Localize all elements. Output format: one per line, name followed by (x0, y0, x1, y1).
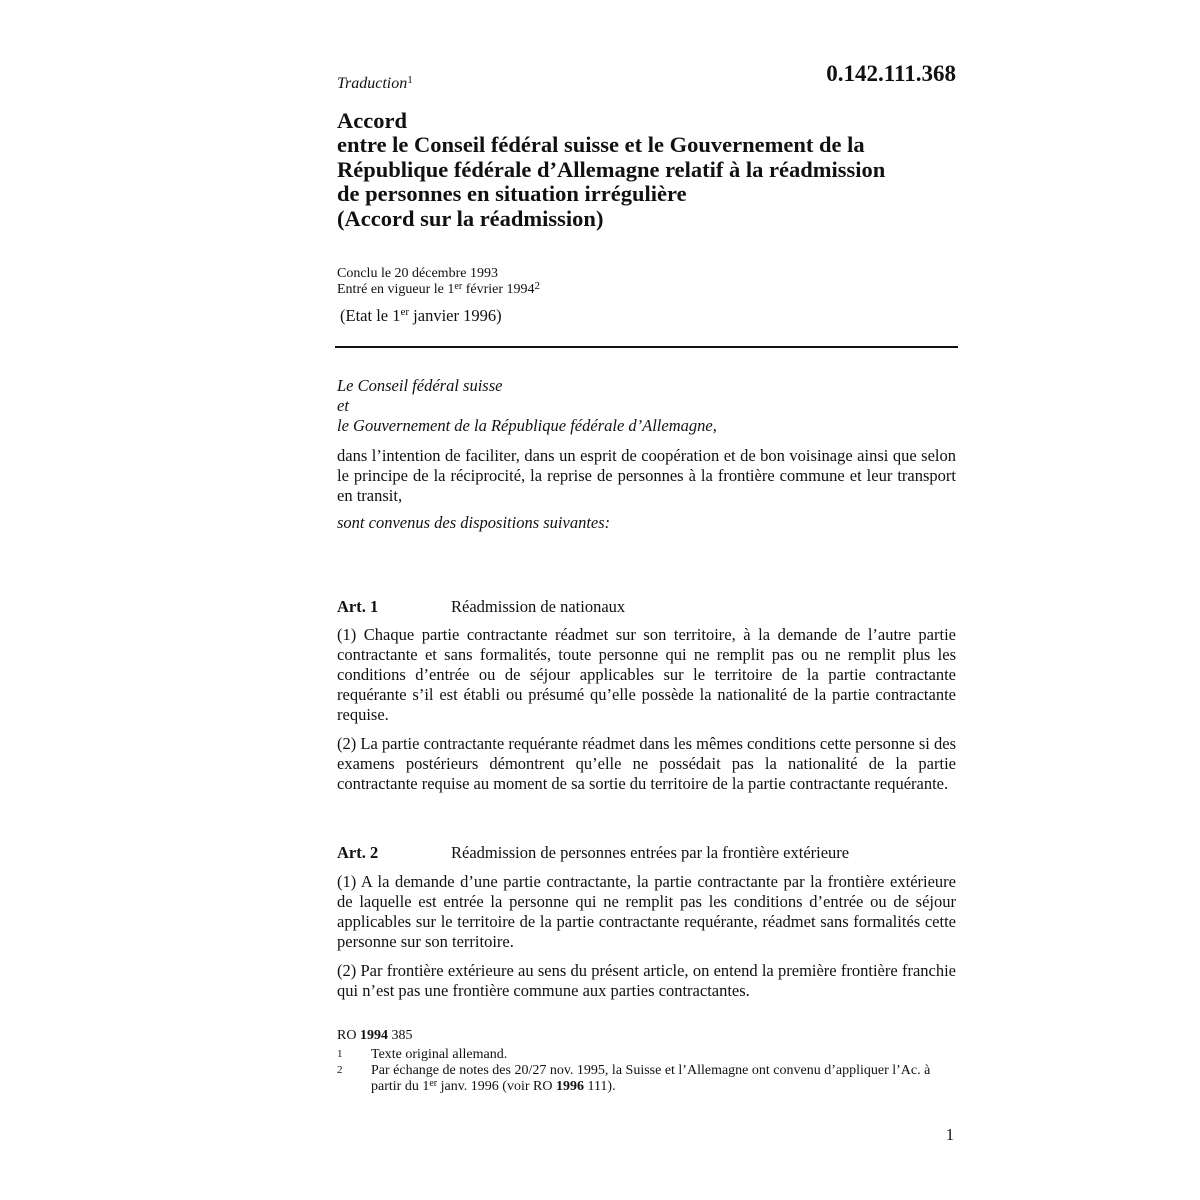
article-2-paragraph-1: (1) A la demande d’une partie contractante, la partie contractante par la frontière extérieure de laquelle est entrée la personne qui ne remplit pas les conditions d’entrée ou de séjour applicables sur le territoire de la partie contractante requérante, réadmet sans formalités cette personne sur son territoire. (337, 872, 956, 951)
party-line: le Gouvernement de la République fédérale d’Allemagne, (337, 416, 717, 435)
article-1-heading (337, 597, 956, 617)
title-line: de personnes en situation irrégulière (337, 181, 687, 207)
footnote-number: 1 (337, 1048, 343, 1060)
contracting-parties (337, 376, 956, 436)
status-date: (Etat le 1er janvier 1996) (340, 306, 502, 325)
footnote-ref-1[interactable]: 1 (407, 74, 413, 86)
footnote-text: Texte original allemand. (371, 1047, 508, 1062)
article-title: Réadmission de nationaux (451, 597, 626, 616)
title-line: Accord (337, 108, 407, 133)
party-line: et (337, 396, 349, 415)
title-line: (Accord sur la réadmission) (337, 205, 604, 231)
header-divider (335, 346, 958, 348)
footnote-ref-2[interactable]: 2 (534, 280, 540, 292)
preamble-agreement: sont convenus des dispositions suivantes: (337, 513, 611, 532)
official-compilation-ref: RO 1994 385 (337, 1028, 413, 1043)
page-number: 1 (945, 1125, 954, 1144)
footnotes (337, 1047, 957, 1095)
article-number: Art. 2 (337, 843, 379, 862)
article-2-heading (337, 843, 956, 863)
article-2-paragraph-2: (2) Par frontière extérieure au sens du présent article, on entend la première frontière franchie qui n’est pas une frontière commune aux parties contractantes. (337, 961, 956, 1000)
article-1-paragraph-2: (2) La partie contractante requérante réadmet dans les mêmes conditions cette personne si des examens postérieurs démontrent qu’elle ne possédait pas la nationalité de la partie contractante requise au moment de sa sortie du territoire de la partie contractante requérante. (337, 734, 956, 793)
article-number: Art. 1 (337, 597, 379, 616)
conclu-date: Conclu le 20 décembre 1993 (337, 266, 498, 281)
article-title: Réadmission de personnes entrées par la frontière extérieure (451, 843, 850, 862)
sr-number: 0.142.111.368 (826, 61, 956, 86)
conclusion-info (337, 266, 540, 298)
traduction-label: Traduction$^1$ (337, 74, 413, 92)
footnote-number: 2 (337, 1064, 343, 1076)
footnote-text: Par échange de notes des 20/27 nov. 1995, la Suisse et l’Allemagne ont convenu d’appliquer l’Ac. à partir du 1er janv. 1996 (voir RO 1996 111). (371, 1063, 931, 1094)
entry-into-force: Entré en vigueur le 1er février 1994$^2$ (337, 280, 540, 297)
footnote-2 (337, 1063, 957, 1095)
document-title (337, 109, 957, 231)
title-line: entre le Conseil fédéral suisse et le Gouvernement de la (337, 132, 865, 158)
article-1-paragraph-1: (1) Chaque partie contractante réadmet sur son territoire, à la demande de l’autre partie contractante et sans formalités, toute personne qui ne remplit pas ou ne remplit plus les conditions d’entrée ou de séjour applicables sur le territoire de la partie contractante requérante s’il est établi ou présumé qu’elle possède la nationalité de la partie contractante requise. (337, 625, 956, 724)
footnote-1 (337, 1047, 957, 1063)
preamble-intention: dans l’intention de faciliter, dans un esprit de coopération et de bon voisinage ainsi que selon le principe de la réciprocité, la reprise de personnes à la frontière commune et leur transport en transit, (337, 446, 956, 505)
title-line: République fédérale d’Allemagne relatif à la réadmission (337, 156, 886, 182)
party-line: Le Conseil fédéral suisse (337, 376, 503, 395)
